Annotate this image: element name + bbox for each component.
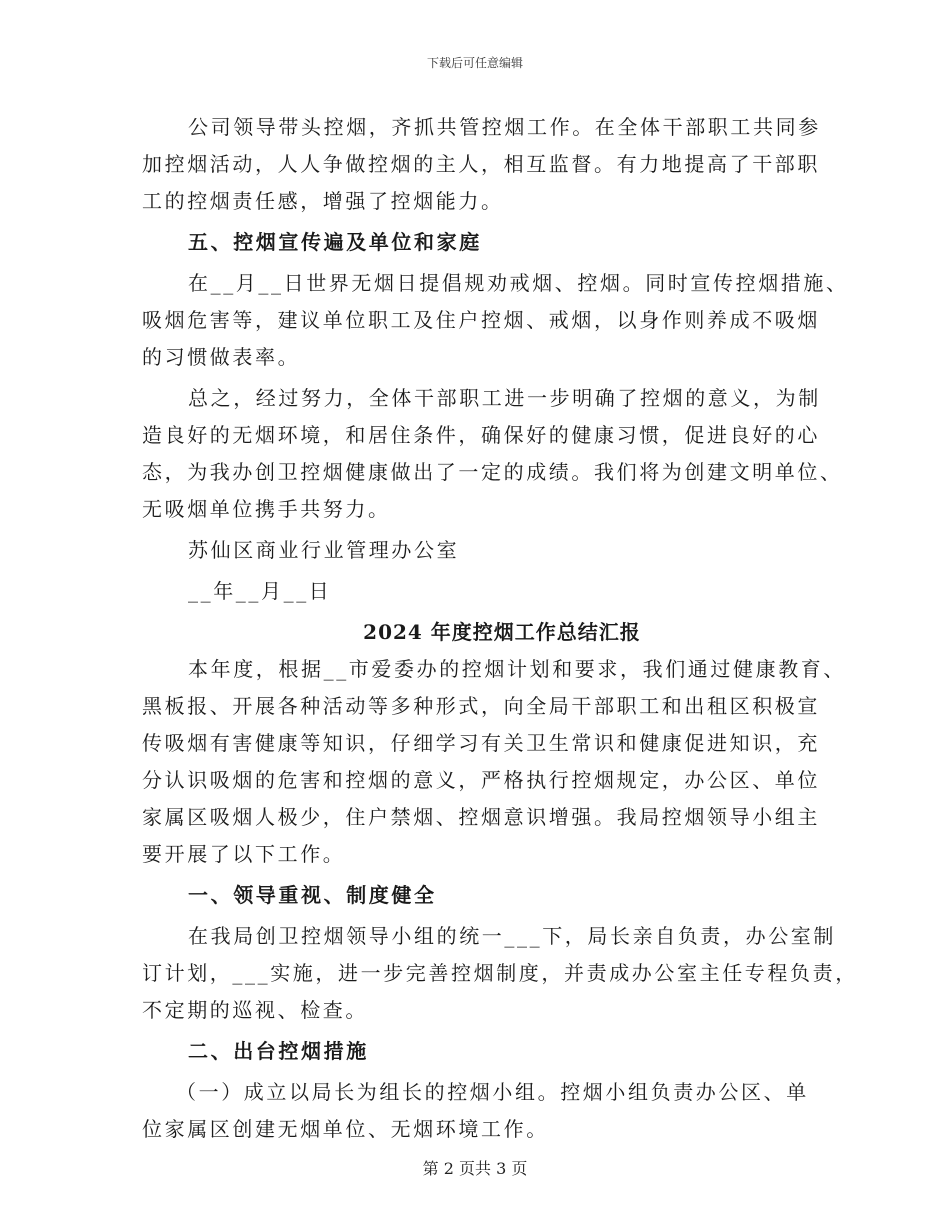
paragraph-line: 公司领导带头控烟，齐抓共管控烟工作。在全体干部职工共同参 xyxy=(188,115,821,139)
paragraph-line: 态，为我办创卫控烟健康做出了一定的成绩。我们将为创建文明单位、 xyxy=(142,460,843,484)
paragraph-line: 位家属区创建无烟单位、无烟环境工作。 xyxy=(142,1117,549,1141)
section-heading: 一、领导重视、制度健全 xyxy=(188,883,437,907)
section-heading: 五、控烟宣传遍及单位和家庭 xyxy=(188,230,482,254)
paragraph-line: 要开展了以下工作。 xyxy=(142,842,346,866)
paragraph-line: 分认识吸烟的危害和控烟的意义，严格执行控烟规定，办公区、单位 xyxy=(142,768,820,792)
paragraph-line: 无吸烟单位携手共努力。 xyxy=(142,497,391,521)
paragraph-line: 吸烟危害等，建议单位职工及住户控烟、戒烟，以身作则养成不吸烟 xyxy=(142,308,820,332)
paragraph-line: 不定期的巡视、检查。 xyxy=(142,998,368,1022)
paragraph-line: 造良好的无烟环境，和居住条件，确保好的健康习惯，促进良好的心 xyxy=(142,423,820,447)
paragraph-line: 在我局创卫控烟领导小组的统一___下，局长亲自负责，办公室制 xyxy=(188,924,836,948)
signature-org: 苏仙区商业行业管理办公室 xyxy=(188,538,460,562)
paragraph-line: 订计划，___实施，进一步完善控烟制度，并责成办公室主任专程负责， xyxy=(142,961,858,985)
paragraph-line: 家属区吸烟人极少，住户禁烟、控烟意识增强。我局控烟领导小组主 xyxy=(142,805,820,829)
document-title: 2024 年度控烟工作总结汇报 xyxy=(363,620,641,644)
paragraph-line: 传吸烟有害健康等知识，仔细学习有关卫生常识和健康促进知识，充 xyxy=(142,731,820,755)
paragraph-line: 加控烟活动，人人争做控烟的主人，相互监督。有力地提高了干部职 xyxy=(142,152,820,176)
paragraph-line: 在__月__日世界无烟日提倡规劝戒烟、控烟。同时宣传控烟措施、 xyxy=(188,271,849,295)
paragraph-line: 黑板报、开展各种活动等多种形式，向全局干部职工和出租区积极宣 xyxy=(142,694,820,718)
paragraph-line: 工的控烟责任感，增强了控烟能力。 xyxy=(142,189,504,213)
page-footer: 第 2 页共 3 页 xyxy=(422,1159,528,1178)
paragraph-line: 的习惯做表率。 xyxy=(142,345,301,369)
section-heading: 二、出台控烟措施 xyxy=(188,1039,369,1063)
signature-date: __年__月__日 xyxy=(188,579,332,603)
document-body xyxy=(142,109,858,1148)
paragraph-line: 本年度，根据__市爱委办的控烟计划和要求，我们通过健康教育、 xyxy=(188,657,846,681)
page-header: 下载后可任意编辑 xyxy=(426,56,523,70)
paragraph-line: （一）成立以局长为组长的控烟小组。控烟小组负责办公区、单 xyxy=(176,1080,809,1104)
paragraph-line: 总之，经过努力，全体干部职工进一步明确了控烟的意义，为制 xyxy=(188,386,821,410)
